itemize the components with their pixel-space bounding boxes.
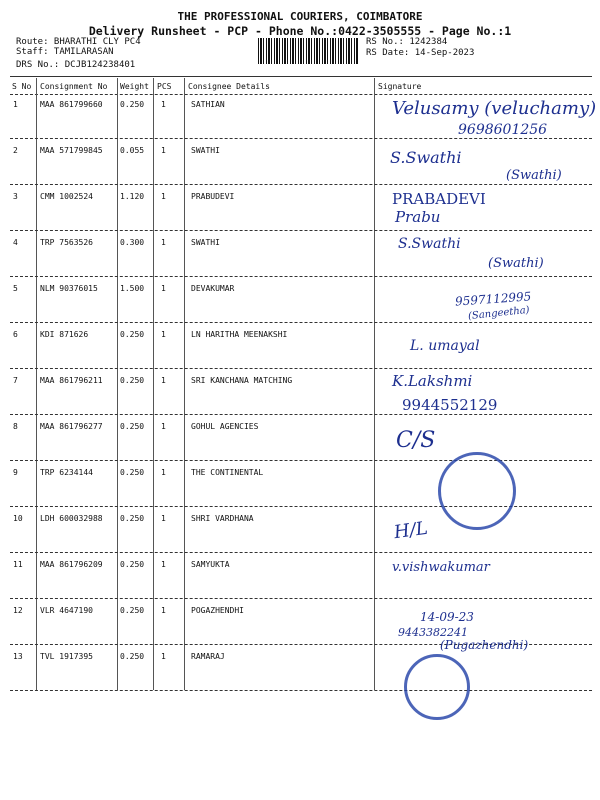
col-header-consignee: Consignee Details [188,82,270,91]
row-pcs: 1 [161,514,166,523]
row-pcs: 1 [161,606,166,615]
row-weight: 0.250 [120,422,145,431]
signature-row-2-name: (Swathi) [506,168,562,183]
signature-row-10: H/L [392,517,430,544]
row-weight: 1.120 [120,192,145,201]
row-pcs: 1 [161,100,166,109]
signature-row-7-phone: 9944552129 [402,396,498,414]
row-weight: 0.250 [120,376,145,385]
row-pcs: 1 [161,238,166,247]
row-weight: 0.250 [120,468,145,477]
company-title: THE PROFESSIONAL COURIERS, COIMBATORE [177,10,423,23]
signature-row-6: L. umayal [410,338,480,354]
signature-row-3-sign: Prabu [395,208,441,226]
header-rule [10,94,592,95]
row-pcs: 1 [161,468,166,477]
row-consignment-no: MAA 861796211 [40,376,103,385]
row-pcs: 1 [161,652,166,661]
row-pcs: 1 [161,560,166,569]
row-consignee: LN HARITHA MEENAKSHI [191,330,288,339]
row-consignment-no: MAA 861796277 [40,422,103,431]
table-top-rule [10,76,592,77]
signature-row-12-name: (Pugazhendhi) [440,638,529,652]
row-consignee: THE CONTINENTAL [191,468,264,477]
row-sno: 10 [13,514,23,523]
row-consignment-no: TRP 7563526 [40,238,93,247]
signature-row-1-phone: 9698601256 [458,122,548,138]
signature-row-3: PRABADEVI [392,190,486,208]
row-consignment-no: TVL 1917395 [40,652,93,661]
row-sno: 3 [13,192,18,201]
signature-row-4: S.Swathi [398,236,461,252]
row-pcs: 1 [161,146,166,155]
col-header-consignment: Consignment No [40,82,108,91]
row-sno: 8 [13,422,18,431]
row-consignment-no: CMM 1002524 [40,192,93,201]
row-sno: 7 [13,376,18,385]
row-consignee: SRI KANCHANA MATCHING [191,376,293,385]
signature-row-5-name: (Sangeetha) [467,304,531,323]
row-separator [10,552,592,553]
signature-row-5-phone: 9597112995 [454,289,532,309]
row-separator [10,138,592,139]
row-weight: 1.500 [120,284,145,293]
row-consignee: SAMYUKTA [191,560,230,569]
row-separator [10,322,592,323]
row-consignee: PRABUDEVI [191,192,235,201]
col-header-pcs: PCS [157,82,172,91]
signature-row-1: Velusamy (veluchamy) [392,98,597,119]
row-sno: 13 [13,652,23,661]
row-consignment-no: NLM 90376015 [40,284,98,293]
row-weight: 0.250 [120,100,145,109]
row-consignment-no: MAA 861799660 [40,100,103,109]
row-consignee: POGAZHENDHI [191,606,244,615]
row-consignee: RAMARAJ [191,652,225,661]
row-weight: 0.250 [120,652,145,661]
row-separator [10,598,592,599]
staff-label: Staff: TAMILARASAN [16,47,114,57]
row-separator [10,184,592,185]
row-separator [10,230,592,231]
company-stamp [438,452,516,530]
signature-row-11: v.vishwakumar [392,560,490,575]
row-consignment-no: KDI 871626 [40,330,89,339]
row-consignee: SWATHI [191,146,220,155]
row-consignment-no: LDH 600032988 [40,514,103,523]
distributor-stamp [404,654,470,720]
row-sno: 11 [13,560,23,569]
row-separator [10,276,592,277]
row-weight: 0.250 [120,514,145,523]
row-consignment-no: TRP 6234144 [40,468,93,477]
row-sno: 2 [13,146,18,155]
drs-number: DRS No.: DCJB124238401 [16,60,136,70]
rs-date: RS Date: 14-Sep-2023 [366,48,475,58]
rs-number: RS No.: 1242384 [366,37,448,47]
row-sno: 12 [13,606,23,615]
row-consignee: SHRI VARDHANA [191,514,254,523]
row-weight: 0.250 [120,560,145,569]
signature-row-4-name: (Swathi) [488,256,544,271]
signature-row-12-phone: 9443382241 [398,626,468,639]
row-sno: 6 [13,330,18,339]
row-consignment-no: MAA 861796209 [40,560,103,569]
row-separator [10,414,592,415]
row-consignment-no: MAA 571799845 [40,146,103,155]
row-sno: 1 [13,100,18,109]
row-weight: 0.250 [120,606,145,615]
signature-row-12-date: 14-09-23 [420,610,474,624]
row-consignee: SATHIAN [191,100,225,109]
col-header-weight: Weight [120,82,149,91]
row-weight: 0.300 [120,238,145,247]
row-pcs: 1 [161,376,166,385]
row-separator [10,368,592,369]
row-consignee: SWATHI [191,238,220,247]
signature-row-8: C/S [396,428,436,453]
runsheet-subtitle: Delivery Runsheet - PCP - Phone No.:0422-3505555 - Page No.:1 [88,24,512,38]
row-pcs: 1 [161,284,166,293]
row-sno: 9 [13,468,18,477]
row-sno: 5 [13,284,18,293]
row-separator [10,690,592,691]
row-pcs: 1 [161,192,166,201]
row-weight: 0.055 [120,146,145,155]
row-consignment-no: VLR 4647190 [40,606,93,615]
row-consignee: GOHUL AGENCIES [191,422,259,431]
row-pcs: 1 [161,422,166,431]
signature-row-2: S.Swathi [390,148,462,167]
route-label: Route: BHARATHI CLY PC4 [16,37,141,47]
row-separator [10,460,592,461]
row-consignee: DEVAKUMAR [191,284,235,293]
row-weight: 0.250 [120,330,145,339]
signature-row-7: K.Lakshmi [392,372,473,390]
col-header-signature: Signature [378,82,422,91]
barcode-image [258,38,358,64]
row-pcs: 1 [161,330,166,339]
row-sno: 4 [13,238,18,247]
col-header-sno: S No [12,82,32,91]
